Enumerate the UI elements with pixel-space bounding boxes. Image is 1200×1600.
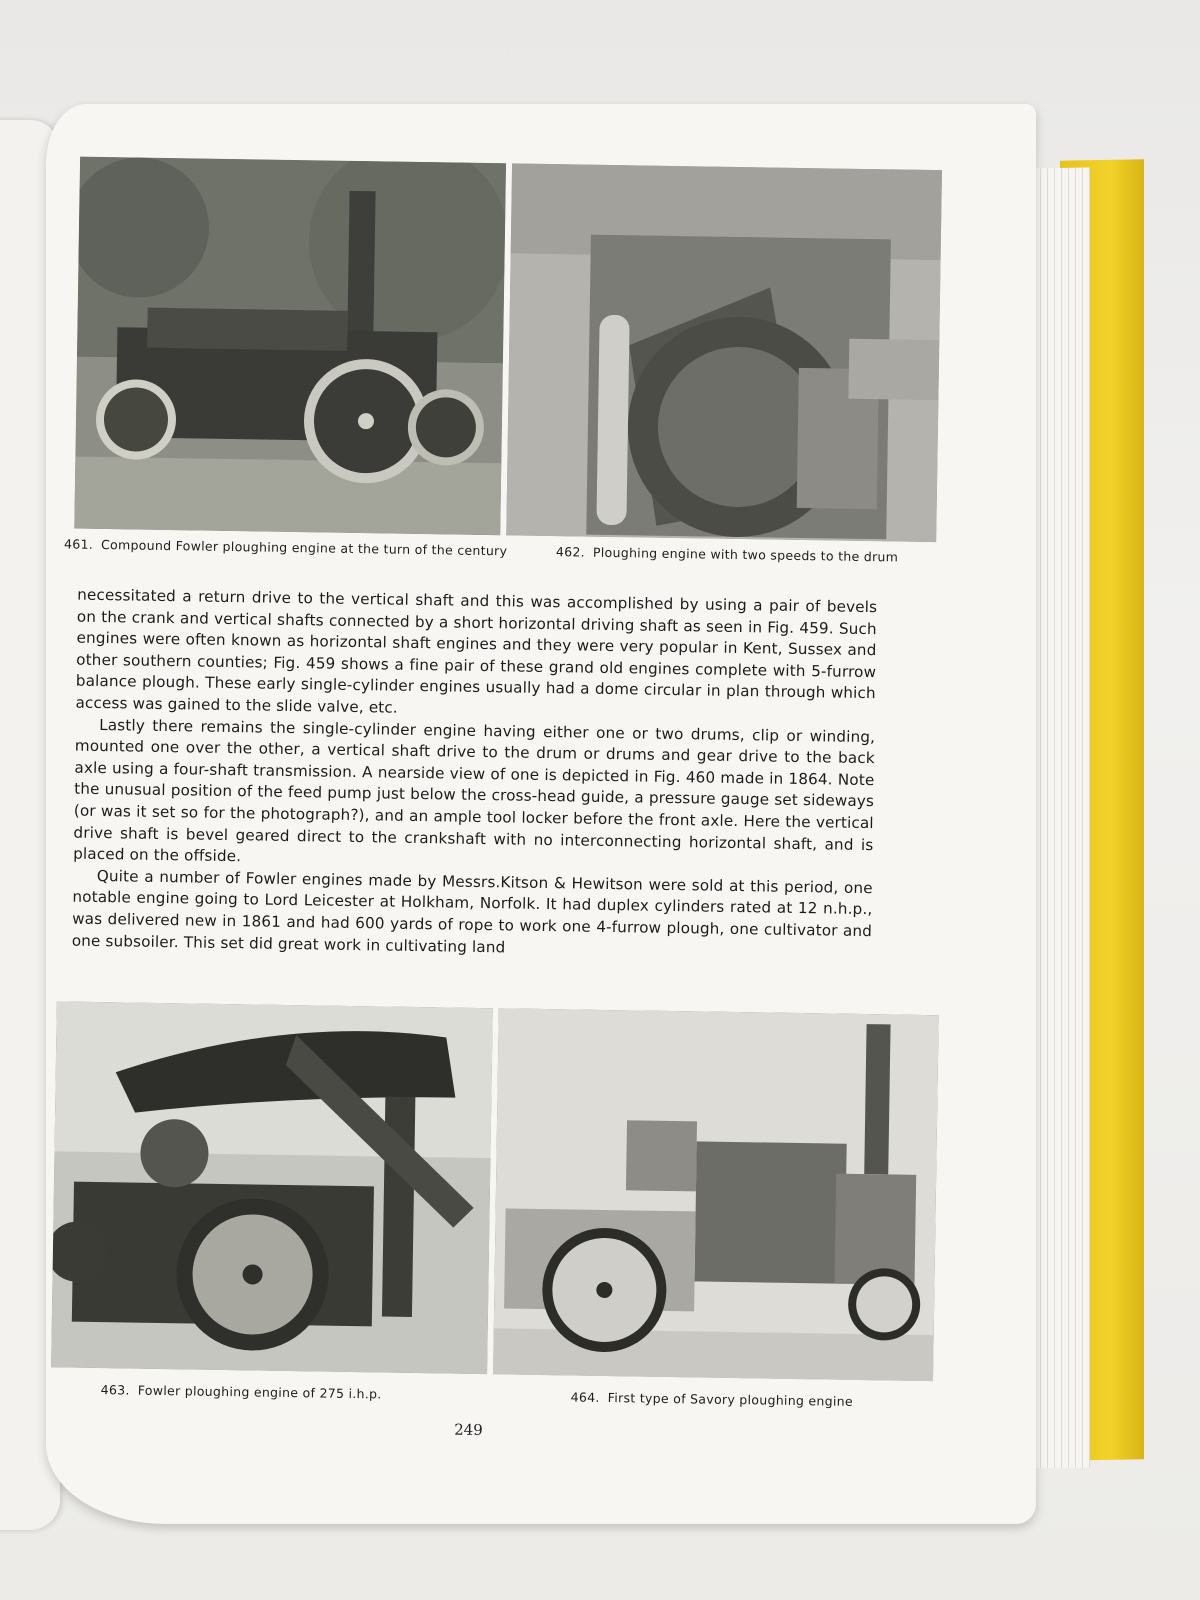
figure-caption-text: First type of Savory ploughing engine [607,1390,854,1409]
figure-461-caption [64,536,507,558]
paragraph: Lastly there remains the single-cylinder engine having either one or two drums, clip or winding, mounted one over the other, a vertical shaft drive to the drum or drums and gear drive to the back axle using a four-shaft transmission. A nearside view of one is depicted in Fig. 460 made in 1864. Note the unusual position of the feed pump just below the cross-head guide, a pressure gauge set sideways (or was it set so for the photograph?), and an ample tool locker before the front axle. Here the vertical drive shaft is bevel geared direct to the crankshaft with no interconnecting horizontal shaft, and is placed on the offside. [73,715,876,866]
figure-463-caption [101,1382,382,1401]
figure-464-photo [493,1008,939,1381]
figure-462-caption [556,544,898,564]
figure-caption-text: Compound Fowler ploughing engine at the turn of the century [100,536,508,559]
figure-number: 461. [63,536,94,552]
figure-number: 462. [555,544,586,560]
figure-462-photo [506,163,942,542]
book-page [46,104,1036,1524]
figure-461-photo [74,157,506,536]
paragraph: necessitated a return drive to the vertical shaft and this was accomplished by using a pair of bevels on the crank and vertical shafts connected by a short horizontal driving shaft as seen in Fig. 459. Such engines were often known as horizontal shaft engines and they were very popular in Kent, Sussex and other southern counties; Fig. 459 shows a fine pair of these grand old engines complete with 5-furrow balance plough. These early single-cylinder engines usually had a dome circular in plan through which access was gained to the slide valve, etc. [75,585,878,717]
paragraph: Quite a number of Fowler engines made by Messrs.Kitson & Hewitson were sold at this period, one notable engine going to Lord Leicester at Holkham, Norfolk. It had duplex cylinders rated at 12 n.h.p., was delivered new in 1861 and had 600 yards of rope to work one 4-furrow plough, one cultivator and one subsoiler. This set did great work in cultivating land [71,866,873,956]
body-text [72,585,878,965]
figure-caption-text: Fowler ploughing engine of 275 i.h.p. [137,1382,382,1402]
page-number: 249 [454,1420,483,1440]
figure-464-caption [571,1389,853,1408]
figure-number: 464. [570,1389,600,1405]
figure-number: 463. [100,1382,130,1398]
figure-463-photo [51,1001,493,1374]
figure-caption-text: Ploughing engine with two speeds to the drum [592,544,899,565]
